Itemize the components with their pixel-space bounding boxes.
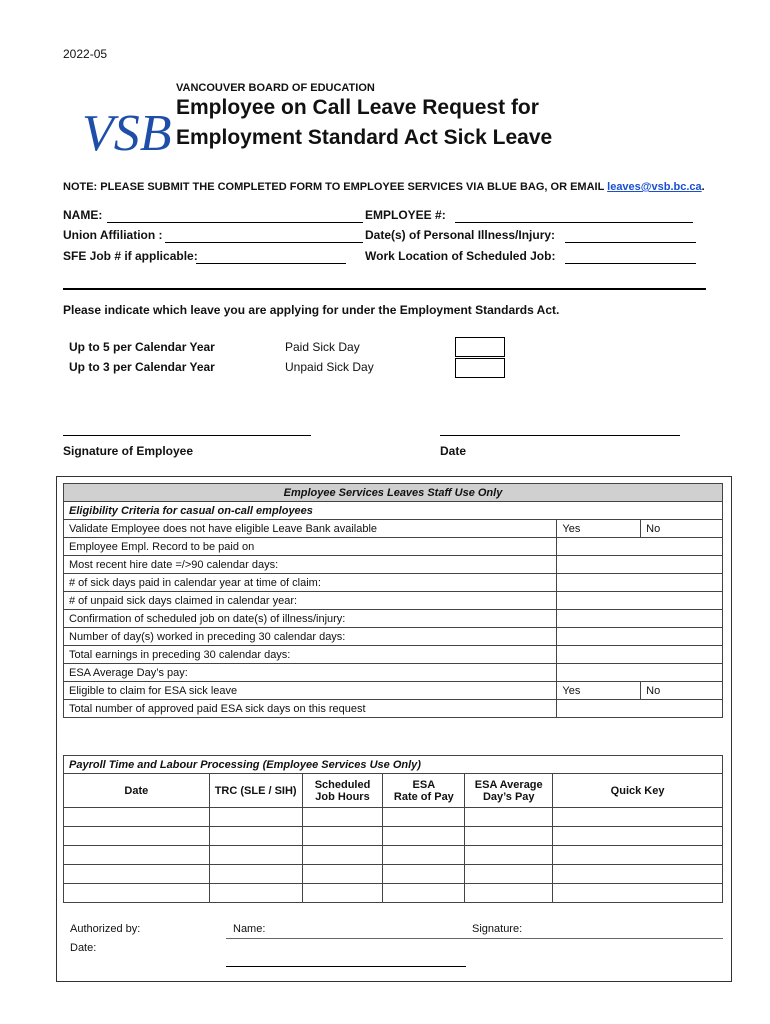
table-row: # of unpaid sick days claimed in calendar year:: [64, 592, 723, 610]
staff-section-title: Employee Services Leaves Staff Use Only: [64, 484, 723, 502]
section-divider: [63, 288, 706, 290]
col-esa-rate: ESA Rate of Pay: [383, 774, 465, 808]
note-text: NOTE: PLEASE SUBMIT THE COMPLETED FORM TO EMPLOYEE SERVICES VIA BLUE BAG, OR EMAIL: [63, 181, 608, 193]
criteria-heading: Eligibility Criteria for casual on-call employees: [64, 502, 723, 520]
union-label: Union Affiliation :: [63, 228, 163, 242]
auth-date-label: Date:: [70, 942, 97, 954]
payroll-section-title: Payroll Time and Labour Processing (Employee Services Use Only): [64, 756, 723, 774]
signature-label: Signature of Employee: [63, 444, 194, 458]
sfe-job-field[interactable]: [196, 263, 346, 264]
form-title-line2: Employment Standard Act Sick Leave: [176, 126, 553, 149]
signature-date-field[interactable]: [440, 435, 680, 436]
table-row: Total earnings in preceding 30 calendar days:: [64, 646, 723, 664]
name-field[interactable]: [107, 222, 363, 223]
col-date: Date: [64, 774, 210, 808]
unpaid-sick-day-checkbox[interactable]: [455, 358, 505, 378]
table-row: # of sick days paid in calendar year at time of claim:: [64, 574, 723, 592]
authorized-by-label: Authorized by:: [70, 923, 141, 935]
organization-name: VANCOUVER BOARD OF EDUCATION: [176, 82, 375, 94]
sfe-job-label: SFE Job # if applicable:: [63, 249, 198, 263]
table-row: Number of day(s) worked in preceding 30 calendar days:: [64, 628, 723, 646]
employee-number-label: EMPLOYEE #:: [365, 208, 446, 222]
table-row: [64, 865, 723, 884]
col-quick-key: Quick Key: [553, 774, 723, 808]
document-code: 2022-05: [63, 47, 108, 61]
table-row: Confirmation of scheduled job on date(s) of illness/injury:: [64, 610, 723, 628]
col-trc: TRC (SLE / SIH): [209, 774, 302, 808]
table-row: [64, 846, 723, 865]
auth-signature-label: Signature:: [472, 923, 523, 935]
payroll-table: [63, 755, 723, 903]
col-sched: Scheduled Job Hours: [302, 774, 383, 808]
auth-line[interactable]: [226, 938, 723, 939]
table-row: Employee Empl. Record to be paid on: [64, 538, 723, 556]
note-end: .: [701, 181, 705, 193]
submission-note: [63, 181, 705, 193]
leave-option-unpaid-type: Unpaid Sick Day: [285, 360, 374, 374]
table-row: Most recent hire date =/>90 calendar days:: [64, 556, 723, 574]
work-location-field[interactable]: [565, 263, 696, 264]
paid-sick-day-checkbox[interactable]: [455, 337, 505, 357]
email-link[interactable]: leaves@vsb.bc.ca: [607, 181, 702, 193]
table-row: [64, 808, 723, 827]
leave-option-paid-type: Paid Sick Day: [285, 340, 360, 354]
col-esa-avg: ESA Average Day’s Pay: [465, 774, 553, 808]
form-title-line1: Employee on Call Leave Request for: [176, 96, 539, 119]
leave-prompt: Please indicate which leave you are applying for under the Employment Standards Act.: [63, 303, 560, 317]
leave-option-paid-limit: Up to 5 per Calendar Year: [69, 340, 215, 354]
union-field[interactable]: [165, 242, 363, 243]
table-row: [64, 884, 723, 903]
leave-option-unpaid-limit: Up to 3 per Calendar Year: [69, 360, 215, 374]
table-row: Validate Employee does not have eligible Leave Bank available Yes No: [64, 520, 723, 538]
dates-illness-field[interactable]: [565, 242, 696, 243]
logo-text: VSB: [82, 105, 172, 162]
vsb-logo: [80, 92, 172, 164]
date-label: Date: [440, 444, 467, 458]
employee-number-field[interactable]: [455, 222, 693, 223]
dates-illness-label: Date(s) of Personal Illness/Injury:: [365, 228, 556, 242]
name-label: NAME:: [63, 208, 103, 222]
auth-date-field[interactable]: [226, 966, 466, 967]
table-row: [64, 827, 723, 846]
work-location-label: Work Location of Scheduled Job:: [365, 249, 556, 263]
auth-name-label: Name:: [233, 923, 266, 935]
employee-signature-field[interactable]: [63, 435, 311, 436]
table-row: Eligible to claim for ESA sick leave Yes No: [64, 682, 723, 700]
staff-use-table: [63, 483, 723, 718]
table-row: ESA Average Day’s pay:: [64, 664, 723, 682]
table-row: Total number of approved paid ESA sick days on this request: [64, 700, 723, 718]
